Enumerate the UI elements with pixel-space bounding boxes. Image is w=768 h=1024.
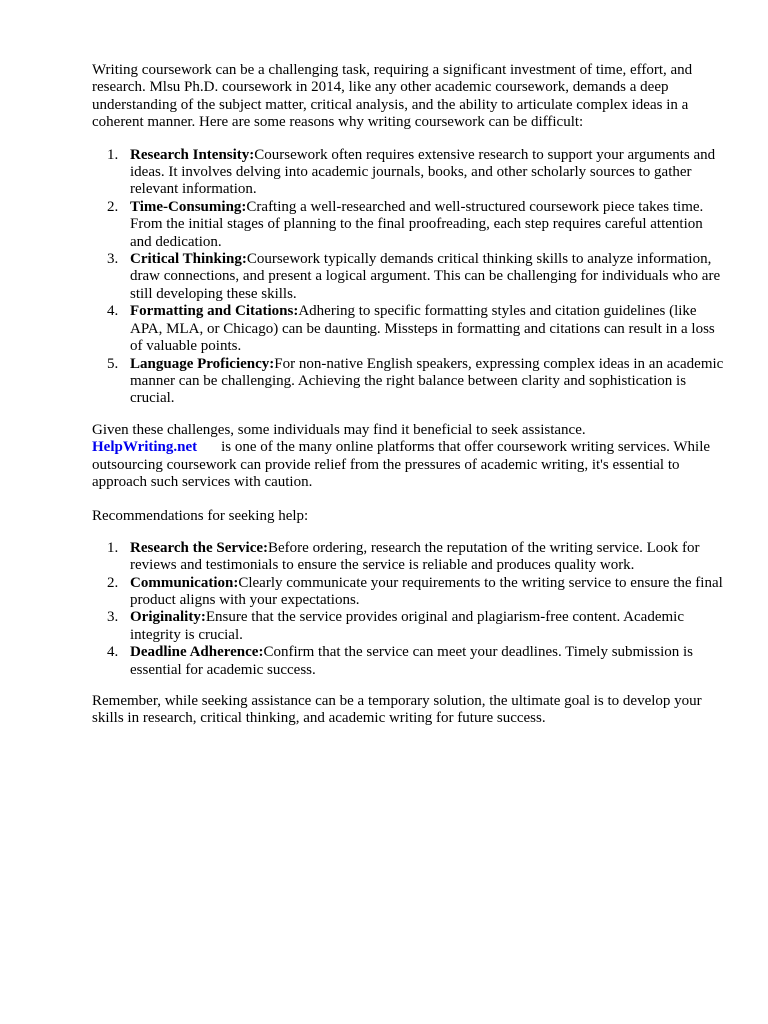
list-number: 2. — [107, 574, 119, 591]
list-text: Coursework typically demands critical thinking skills to analyze information, draw connections, and present a logical argument. This can be challenging for individuals who are still developing these skills. — [130, 251, 721, 302]
recommendations-heading: Recommendations for seeking help: — [92, 508, 309, 525]
list-number: 4. — [107, 644, 119, 661]
list-item — [92, 147, 728, 199]
given-rest: is one of the many online platforms that offer coursework writing services. While outsourcing coursework can provide relief from the pressures of academic writing, it's essential to approach such services with caution. — [92, 439, 711, 490]
list-text: Before ordering, research the reputation of the writing service. Look for reviews and testimonials to ensure the service is reliable and produces quality work. — [130, 539, 700, 574]
given-paragraph — [92, 422, 728, 492]
list-text: Coursework often requires extensive research to support your arguments and ideas. It involves delving into academic journals, books, and other scholarly sources to gather relevant information. — [130, 146, 716, 198]
list-item — [92, 303, 728, 355]
list-item — [92, 575, 728, 610]
list-term: Originality: — [130, 609, 206, 626]
closing-paragraph: Remember, while seeking assistance can be a temporary solution, the ultimate goal is to develop your skills in research, critical thinking, and academic writing for future success. — [92, 693, 702, 727]
list-term: Time-Consuming: — [130, 198, 247, 215]
list-text: Ensure that the service provides original and plagiarism-free content. Academic integrity is crucial. — [130, 609, 684, 643]
list-term: Formatting and Citations: — [130, 303, 299, 320]
list-term: Deadline Adherence: — [130, 644, 264, 661]
intro-paragraph: Writing coursework can be a challenging task, requiring a significant investment of time, effort, and research. Mlsu Ph.D. coursework in 2014, like any other academic coursework, demands a deep understanding of the subject matter, critical analysis, and the ability to articulate complex ideas in a coherent manner. Here are some reasons why writing coursework can be difficult: — [92, 62, 693, 131]
recommendations-list — [92, 540, 728, 679]
list-item — [92, 356, 728, 408]
list-text: Adhering to specific formatting styles and citation guidelines (like APA, MLA, or Chicago) can be daunting. Missteps in formatting and citations can result in a loss of valuable points. — [130, 303, 715, 355]
document-page — [92, 62, 728, 728]
list-text: Clearly communicate your requirements to the writing service to ensure the final product aligns with your expectations. — [130, 574, 723, 608]
list-item — [92, 251, 728, 303]
list-item — [92, 609, 728, 644]
list-item — [92, 199, 728, 251]
list-number: 2. — [107, 198, 119, 215]
list-term: Critical Thinking: — [130, 251, 247, 268]
helpwriting-link[interactable]: HelpWriting.net — [92, 439, 198, 456]
list-term: Language Proficiency: — [130, 355, 275, 372]
reasons-list — [92, 147, 728, 408]
given-lead: Given these challenges, some individuals may find it beneficial to seek assistance. — [92, 421, 586, 438]
list-item — [92, 644, 728, 679]
list-text: For non-native English speakers, expressing complex ideas in an academic manner can be challenging. Achieving the right balance between clarity and sophistication is crucial. — [130, 355, 724, 407]
list-number: 5. — [107, 355, 119, 372]
list-number: 3. — [107, 609, 119, 626]
list-number: 1. — [107, 146, 119, 163]
list-text: Confirm that the service can meet your deadlines. Timely submission is essential for academic success. — [130, 644, 693, 678]
list-number: 3. — [107, 251, 119, 268]
list-term: Communication: — [130, 574, 239, 591]
list-number: 4. — [107, 303, 119, 320]
list-text: Crafting a well-researched and well-structured coursework piece takes time. From the initial stages of planning to the final proofreading, each step requires careful attention and dedication. — [130, 198, 704, 250]
list-term: Research the Service: — [130, 539, 269, 556]
list-item — [92, 540, 728, 575]
list-term: Research Intensity: — [130, 146, 255, 163]
list-number: 1. — [107, 539, 119, 556]
